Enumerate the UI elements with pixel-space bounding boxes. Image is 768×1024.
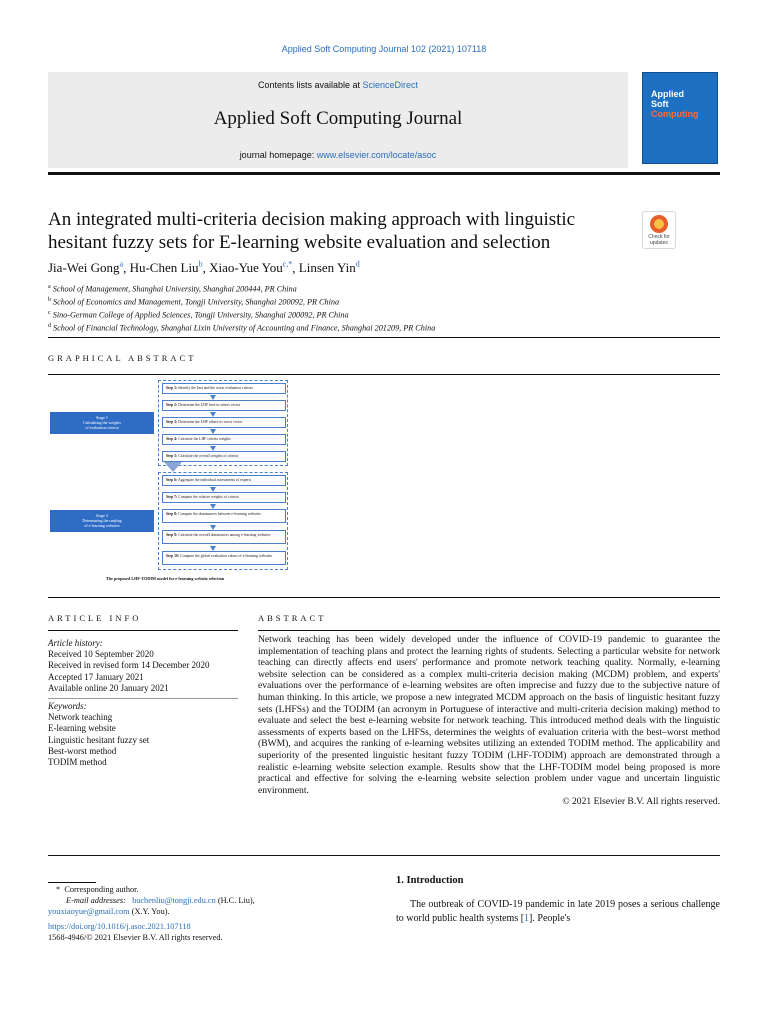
affiliation: $^b$ School of Economics and Management, Tongji University, Shanghai 200092, PR China	[48, 297, 340, 307]
introduction-heading: 1. Introduction	[396, 875, 464, 886]
abstract-heading: ABSTRACT	[258, 613, 327, 623]
contents-line: Contents lists available at ScienceDirect	[257, 80, 419, 90]
flow-step: Step 2: Determine the LHF best-to-others vector	[162, 400, 286, 411]
article-info	[48, 638, 238, 768]
abstract	[258, 634, 720, 808]
check-updates-badge[interactable]: Check for updates	[642, 211, 676, 249]
history-item: Received in revised form 14 December 2020	[48, 660, 210, 671]
affiliations	[48, 282, 728, 335]
reference-link[interactable]: 1	[524, 913, 530, 924]
homepage-line: journal homepage: www.elsevier.com/locate/asoc	[239, 150, 437, 160]
author[interactable]: Hu-Chen Liu$^b$	[129, 260, 203, 276]
affiliation: $^c$ Sino-German College of Applied Sciences, Tongji University, Shanghai 200092, PR China	[48, 310, 349, 321]
introduction-paragraph: The outbreak of COVID-19 pandemic in late 2019 poses a serious challenge to world public health systems [1]. People's	[396, 899, 720, 924]
history-label: Article history:	[48, 638, 103, 648]
cover-title: Applied Soft Computing	[651, 89, 699, 119]
email-link[interactable]: youxiaoyue@gmail.com	[48, 907, 130, 917]
stage1-box: Stage 1 Calculating the weights of evaluation criteria	[50, 412, 154, 434]
journal-cover[interactable]	[642, 72, 718, 164]
keywords-label: Keywords:	[48, 701, 87, 712]
keyword[interactable]: TODIM method	[48, 757, 107, 768]
graphical-abstract-heading: GRAPHICAL ABSTRACT	[48, 353, 197, 363]
flow-step: Step 10: Compute the global evaluation values of e-learning websites	[162, 551, 286, 565]
flow-step: Step 6: Aggregate the individual assessments of experts	[162, 475, 286, 486]
history-item: Available online 20 January 2021	[48, 682, 169, 693]
article-title: An integrated multi-criteria decision making approach with linguistic hesitant fuzzy sets for E-learning website evaluation and selection	[48, 209, 576, 253]
email-line: E-mail addresses: huchenliu@tongji.edu.cn (H.C. Liu),	[66, 896, 255, 906]
issn-line: 1568-4946/© 2021 Elsevier B.V. All rights reserved.	[48, 932, 223, 942]
keyword[interactable]: E-learning website	[48, 723, 116, 734]
keyword[interactable]: Linguistic hesitant fuzzy set	[48, 734, 150, 745]
affiliation: $^a$ School of Management, Shanghai University, Shanghai 200444, PR China	[48, 284, 297, 294]
author[interactable]: Jia-Wei Gong$^a$	[48, 260, 124, 276]
doi-link[interactable]: https://doi.org/10.1016/j.asoc.2021.107118	[48, 921, 191, 931]
check-updates-icon	[650, 215, 668, 233]
homepage-link[interactable]: www.elsevier.com/locate/asoc	[316, 150, 437, 160]
flow-step: Step 3: Determine the LHF others-to-worst vector	[162, 417, 286, 428]
graphical-abstract-flowchart[interactable]	[50, 378, 272, 588]
flow-step: Step 9: Calculate the overall dominances among e-learning websites	[162, 530, 286, 544]
abstract-copyright: © 2021 Elsevier B.V. All rights reserved.	[562, 796, 720, 808]
ga-bottom-rule	[48, 597, 720, 598]
flow-step: Step 4: Calculate the LHF criteria weights	[162, 434, 286, 445]
corresponding-note: * Corresponding author.	[56, 885, 139, 894]
article-info-heading: ARTICLE INFO	[48, 613, 142, 623]
journal-title: Applied Soft Computing Journal	[213, 108, 463, 129]
author-list: Jia-Wei Gong$^a$, Hu-Chen Liu$^b$, Xiao-Yue You$^{c,*}$, Linsen Yin$^d$	[48, 260, 360, 276]
affiliation: $^d$ School of Financial Technology, Shanghai Lixin University of Accounting and Finance, Shanghai 201209, PR China	[48, 323, 436, 334]
email-line: youxiaoyue@gmail.com (X.Y. You).	[48, 907, 170, 917]
flow-step: Step 8: Compute the dominances between e-learning websites	[162, 509, 286, 523]
header-rule	[48, 172, 720, 175]
abstract-body: Network teaching has been widely developed under the influence of COVID-19 pandemic to guarantee the implementation of teaching plans and protect the learning rights of students. Selecting a particular website for network teaching can directly affects end users' performance and promote network teaching quality. Normally, e-learning website selection can be considered as a complex multi-criteria decision making (MCDM) problem, and experts' evaluations over the performance of e-learning websites are often imprecise and fuzzy due to the subjective nature of human thinking. In this article, we propose a new integrated MCDM approach on the basis of linguistic hesitant fuzzy sets (LHFSs) and the TODIM (an acronym in Portuguese of interactive and multi-criteria decision making) method to evaluate and select the best e-learning website for network teaching. This introduced method deals with the linguistic assessments of experts based on the LHFSs, determines the weights of evaluation criteria with the best–worst method (BWM), and acquires the ranking of e-learning websites utilizing an extended TODIM method. The applicability and superiority of the presented linguistic hesitant fuzzy TODIM (LHF-TODIM) approach are demonstrated through a realistic e-learning website selection example. Results show that the LHF-TODIM model being proposed is more practical and effective for solving the e-learning website selection problem under vague and uncertain linguistic environment.	[258, 634, 720, 796]
info-rule	[48, 630, 238, 631]
keyword[interactable]: Network teaching	[48, 712, 113, 723]
abstract-bottom-rule	[48, 855, 720, 856]
keyword[interactable]: Best-worst method	[48, 745, 117, 756]
footnotes	[48, 884, 348, 943]
flow-step: Step 1: Identify the best and the worst evaluation criteria	[162, 383, 286, 394]
ga-rule	[48, 374, 720, 375]
stage-transition-arrow-icon	[164, 462, 182, 472]
author[interactable]: Xiao-Yue You$^{c,*}$	[209, 260, 293, 276]
affil-rule	[48, 337, 720, 338]
sciencedirect-link[interactable]: ScienceDirect	[362, 80, 419, 90]
flow-step: Step 5: Calculate the overall weights of criteria	[162, 451, 286, 462]
info-divider	[48, 698, 238, 699]
author[interactable]: Linsen Yin$^d$	[298, 260, 360, 276]
footnote-rule	[48, 882, 96, 883]
history-item: Received 10 September 2020	[48, 649, 154, 660]
flow-step: Step 7: Compute the relative weights of criteria	[162, 492, 286, 503]
stage2-box: Stage 2 Determining the ranking of e-learning websites	[50, 510, 154, 532]
abstract-rule	[258, 630, 720, 631]
journal-masthead	[48, 72, 628, 168]
history-item: Accepted 17 January 2021	[48, 671, 144, 682]
flowchart-caption: The proposed LHF-TODIM model for e-learning website selection	[105, 576, 225, 581]
journal-citation[interactable]: Applied Soft Computing Journal 102 (2021) 107118	[281, 44, 487, 54]
email-link[interactable]: huchenliu@tongji.edu.cn	[132, 896, 216, 906]
